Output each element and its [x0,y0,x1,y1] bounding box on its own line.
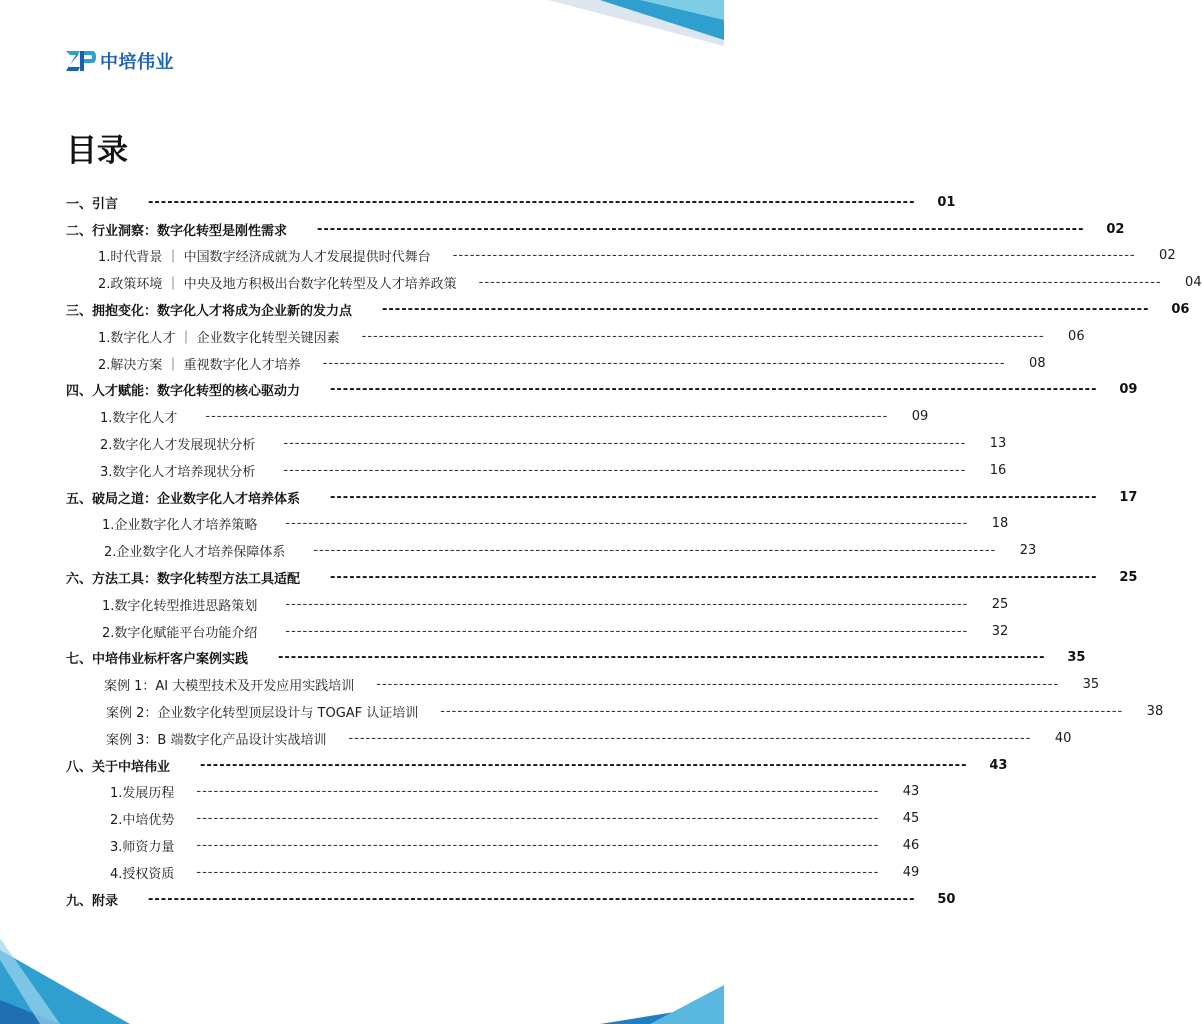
brand-logo [66,48,174,74]
toc-entry-label: 三、拥抱变化：数字化人才将成为企业新的发力点 [66,304,353,320]
toc-entry[interactable] [66,403,929,430]
toc-entry-page: 06 [1068,328,1085,344]
toc-entry-label: 1.发展历程 [110,786,175,802]
toc-entry-page: 43 [902,784,920,800]
toc-entry-label: 4.授权资质 [110,866,175,882]
toc-entry-page: 23 [1019,543,1037,559]
toc-leader-dashes: ------------------------------------------------------------------------------------------------------------------------ [196,838,880,854]
brand-logo-icon [66,49,96,73]
toc-entry[interactable] [66,350,1046,377]
toc-leader-dashes: ------------------------------------------------------------------------------------------------------------------------ [196,811,880,827]
toc-entry-label: 七、中培伟业标杆客户案例实践 [66,652,249,668]
toc-entry-label: 2.企业数字化人才培养保障体系 [104,545,286,561]
toc-entry-page: 25 [1119,570,1138,586]
toc-entry-label: 2.中培优势 [110,813,175,829]
table-of-contents [66,189,1202,913]
toc-entry-label: 2.政策环境 ｜ 中央及地方积极出台数字化转型及人才培养政策 [98,277,457,293]
toc-leader-dashes: ------------------------------------------------------------------------------------------------------------------------ [196,864,880,880]
toc-entry-label: 九、附录 [66,893,119,909]
toc-entry-label: 1.企业数字化人才培养策略 [102,518,258,534]
toc-leader-dashes: ------------------------------------------------------------------------------------------------------------------------ [283,462,967,478]
toc-entry[interactable] [66,591,1009,618]
toc-leader-dashes: ------------------------------------------------------------------------------------------------------------------------ [361,328,1045,344]
toc-entry[interactable] [66,671,1100,698]
toc-leader-dashes: ------------------------------------------------------------------------------------------------------------------------ [285,516,969,532]
toc-entry[interactable] [66,779,920,806]
toc-entry-label: 二、行业洞察：数字化转型是刚性需求 [66,223,288,239]
toc-leader-dashes: ------------------------------------------------------------------------------------------------------------------------ [200,757,968,773]
toc-entry[interactable] [66,618,1009,645]
toc-entry-page: 38 [1146,704,1164,720]
toc-entry-page: 17 [1119,489,1138,505]
toc-entry[interactable] [66,752,1008,779]
toc-entry-label: 案例 3：B 端数字化产品设计实战培训 [106,732,327,748]
toc-entry-page: 50 [937,891,956,907]
toc-entry-page: 08 [1029,355,1046,371]
toc-entry-page: 35 [1082,677,1100,693]
toc-entry[interactable] [66,537,1037,564]
toc-entry-label: 六、方法工具：数字化转型方法工具适配 [66,572,301,588]
toc-entry-page: 25 [991,596,1009,612]
toc-entry[interactable] [66,564,1138,591]
toc-leader-dashes: ------------------------------------------------------------------------------------------------------------------------ [285,623,969,639]
toc-entry-label: 五、破局之道：企业数字化人才培养体系 [66,491,301,507]
toc-leader-dashes: ------------------------------------------------------------------------------------------------------------------------ [148,194,916,210]
toc-entry-label: 八、关于中培伟业 [66,759,171,775]
toc-entry[interactable] [66,484,1138,511]
toc-leader-dashes: ------------------------------------------------------------------------------------------------------------------------ [330,489,1098,505]
toc-leader-dashes: ------------------------------------------------------------------------------------------------------------------------ [330,570,1098,586]
toc-entry-label: 案例 2：企业数字化转型顶层设计与 TOGAF 认证培训 [106,706,419,722]
toc-entry-page: 02 [1159,248,1176,264]
toc-entry[interactable] [66,511,1009,538]
toc-entry-label: 案例 1：AI 大模型技术及开发应用实践培训 [104,679,355,695]
toc-entry-label: 1.数字化人才 [100,411,178,427]
toc-entry-label: 四、人才赋能：数字化转型的核心驱动力 [66,384,301,400]
toc-entry-page: 40 [1054,730,1072,746]
toc-entry[interactable] [66,859,920,886]
toc-entry-page: 18 [991,516,1009,532]
toc-entry[interactable] [66,189,956,216]
toc-entry-label: 一、引言 [66,196,119,212]
toc-entry-label: 2.数字化赋能平台功能介绍 [102,625,258,641]
toc-leader-dashes: ------------------------------------------------------------------------------------------------------------------------ [382,302,1150,318]
toc-entry-label: 3.师资力量 [110,840,175,856]
toc-entry[interactable] [66,377,1138,404]
toc-entry[interactable] [66,430,1007,457]
toc-entry-label: 1.数字化转型推进思路策划 [102,598,258,614]
toc-entry[interactable] [66,645,1086,672]
toc-entry-page: 46 [902,838,920,854]
toc-leader-dashes: ------------------------------------------------------------------------------------------------------------------------ [330,382,1098,398]
toc-entry-label: 1.时代背景 ｜ 中国数字经济成就为人才发展提供时代舞台 [98,250,431,266]
toc-leader-dashes: ------------------------------------------------------------------------------------------------------------------------ [313,543,997,559]
toc-entry[interactable] [66,243,1176,270]
toc-entry-page: 01 [937,194,956,210]
toc-leader-dashes: ------------------------------------------------------------------------------------------------------------------------ [205,409,889,425]
toc-entry-page: 09 [911,409,929,425]
toc-leader-dashes: ------------------------------------------------------------------------------------------------------------------------ [376,677,1060,693]
brand-name: 中培伟业 [100,52,174,73]
toc-entry-page: 45 [902,811,920,827]
toc-leader-dashes: ------------------------------------------------------------------------------------------------------------------------ [317,221,1085,237]
toc-entry-label: 3.数字化人才培养现状分析 [100,464,256,480]
toc-leader-dashes: ------------------------------------------------------------------------------------------------------------------------ [440,704,1124,720]
toc-entry-page: 02 [1106,221,1125,237]
toc-entry-page: 35 [1067,650,1086,666]
toc-leader-dashes: ------------------------------------------------------------------------------------------------------------------------ [322,355,1006,371]
toc-leader-dashes: ------------------------------------------------------------------------------------------------------------------------ [452,248,1136,264]
toc-entry[interactable] [66,886,956,913]
toc-entry-label: 1.数字化人才 ｜ 企业数字化转型关键因素 [98,330,340,346]
toc-entry-page: 09 [1119,382,1138,398]
toc-entry[interactable] [66,216,1125,243]
toc-entry-label: 2.解决方案 ｜ 重视数字化人才培养 [98,357,301,373]
page-title: 目录 [66,133,128,169]
toc-entry[interactable] [66,832,920,859]
toc-entry-page: 49 [902,864,920,880]
toc-leader-dashes: ------------------------------------------------------------------------------------------------------------------------ [285,596,969,612]
toc-leader-dashes: ------------------------------------------------------------------------------------------------------------------------ [148,891,916,907]
toc-entry[interactable] [66,269,1202,296]
toc-leader-dashes: ------------------------------------------------------------------------------------------------------------------------ [348,730,1032,746]
toc-entry-page: 16 [989,462,1007,478]
toc-entry[interactable] [66,457,1007,484]
toc-entry-page: 13 [989,436,1007,452]
toc-leader-dashes: ------------------------------------------------------------------------------------------------------------------------ [278,650,1046,666]
toc-entry[interactable] [66,725,1072,752]
toc-leader-dashes: ------------------------------------------------------------------------------------------------------------------------ [478,275,1162,291]
toc-entry[interactable] [66,323,1085,350]
toc-entry-page: 32 [991,623,1009,639]
toc-entry[interactable] [66,698,1164,725]
toc-entry[interactable] [66,805,920,832]
toc-leader-dashes: ------------------------------------------------------------------------------------------------------------------------ [283,436,967,452]
toc-entry-page: 06 [1171,302,1190,318]
toc-leader-dashes: ------------------------------------------------------------------------------------------------------------------------ [196,784,880,800]
toc-entry-page: 04 [1185,275,1202,291]
toc-entry-label: 2.数字化人才发展现状分析 [100,438,256,454]
toc-entry[interactable] [66,296,1190,323]
toc-entry-page: 43 [989,757,1008,773]
